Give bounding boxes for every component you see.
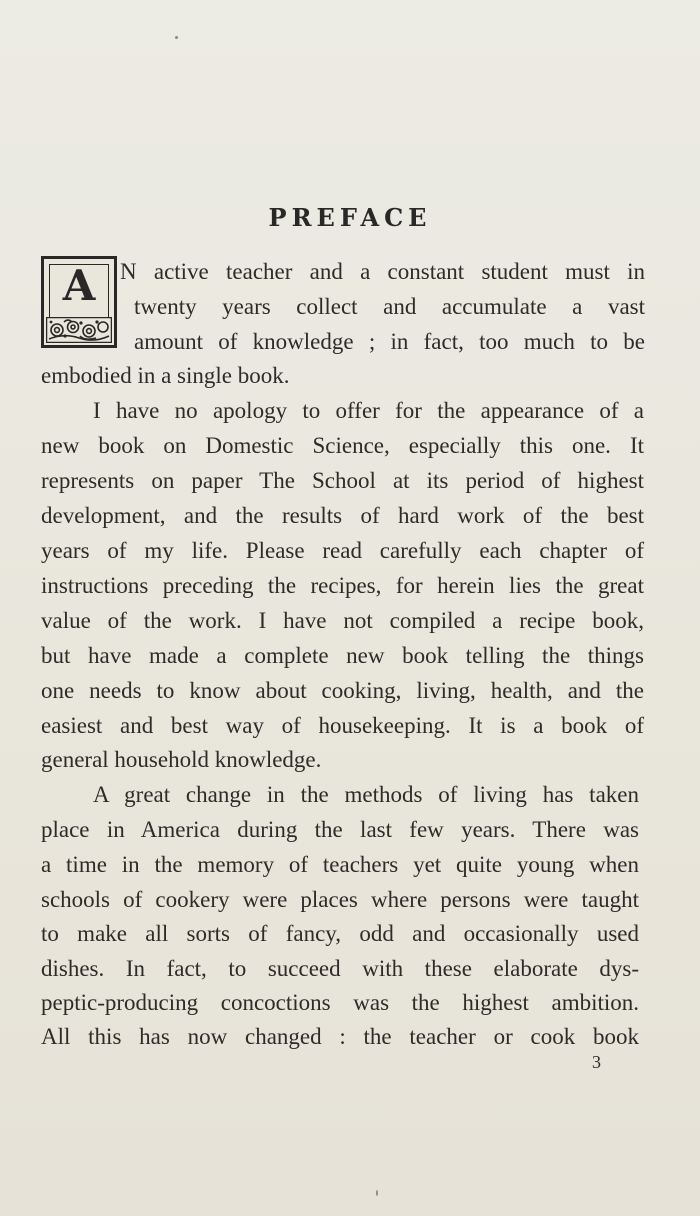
text-line: place in America during the last few years. There was [41,817,639,842]
text-line: new book on Domestic Science, especially this one. It [41,433,644,458]
drop-cap-initial [41,256,117,348]
text-line: N active teacher and a constant student must in [120,259,645,284]
text-line: amount of knowledge ; in fact, too much to be [134,329,645,354]
text-line: All this has now changed : the teacher or cook book [41,1024,639,1049]
text-line: value of the work. I have not compiled a recipe book, [41,608,644,633]
text-line: general household knowledge. [41,747,322,772]
text-line: represents on paper The School at its period of highest [41,468,644,493]
page-number: 3 [592,1052,601,1072]
text-line: schools of cookery were places where persons were taught [41,887,639,912]
text-line: one needs to know about cooking, living, health, and the [41,678,644,703]
text-line: a time in the memory of teachers yet quite young when [41,852,639,877]
text-line: embodied in a single book. [41,363,290,388]
text-line: to make all sorts of fancy, odd and occasionally used [41,921,639,946]
paper-speck [376,1190,378,1196]
text-line: twenty years collect and accumulate a vast [134,294,645,319]
text-line: instructions preceding the recipes, for herein lies the great [41,573,644,598]
floral-ornament-icon [46,317,112,343]
text-line: A great change in the methods of living has taken [93,782,639,807]
drop-cap-letter: A [62,261,96,310]
text-line: easiest and best way of housekeeping. It is a book of [41,713,644,738]
text-line: dishes. In fact, to succeed with these elaborate dys- [41,956,639,981]
text-line: I have no apology to offer for the appearance of a [93,398,644,423]
text-line: years of my life. Please read carefully each chapter of [41,538,644,563]
page-title: PREFACE [268,203,432,232]
text-line: peptic-producing concoctions was the highest ambition. [41,990,639,1015]
text-line: but have made a complete new book telling the things [41,643,644,668]
paper-speck [175,36,178,39]
text-line: development, and the results of hard work of the best [41,503,644,528]
